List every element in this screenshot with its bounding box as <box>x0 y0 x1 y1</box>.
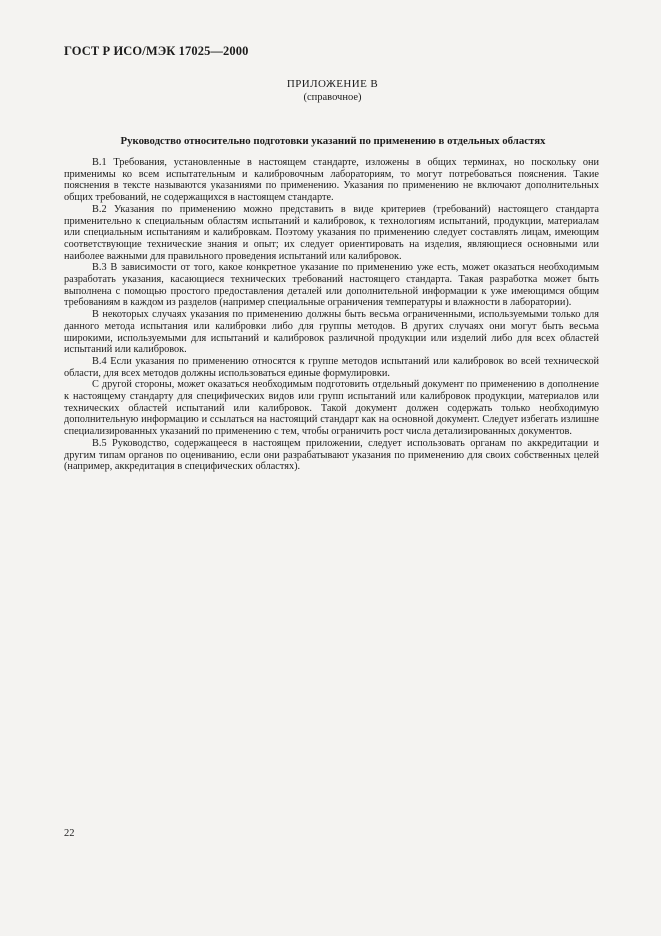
body-text <box>64 157 599 473</box>
paragraph-b3: В.3 В зависимости от того, какое конкретное указание по применению уже есть, может оказаться необходимым разработать указания, касающиеся технических требований настоящего стандарта. Такая разработка может быть выполнена с помощью простого предоставления деталей или дополнительной информации к уже имеющимся общим требованиям в каждом из разделов (например специальные ограничения температуры и влажности в лаборатории). <box>64 262 599 309</box>
paragraph-b4-cont: С другой стороны, может оказаться необходимым подготовить отдельный документ по применению в дополнение к настоящему стандарту для специфических видов или групп испытаний или калибровок продукции, материалов или технических областей испытаний или калибровок. Такой документ должен содержать только необходимую дополнительную информацию и ссылаться на настоящий стандарт как на основной документ. Следует избегать излишне специализированных указаний по применению с тем, чтобы ограничить рост числа детализированных документов. <box>64 379 599 438</box>
paragraph-b3-cont: В некоторых случаях указания по применению должны быть весьма ограниченными, используемыми только для данного метода испытания или калибровки либо для группы методов. В других случаях они могут быть весьма широкими, используемыми для испытаний и калибровок различной продукции или изделий либо для всех областей испытаний или калибровок. <box>64 309 599 356</box>
page-number: 22 <box>64 828 75 839</box>
section-heading: Руководство относительно подготовки указаний по применению в отдельных областях <box>120 135 546 147</box>
appendix-title: ПРИЛОЖЕНИЕ В <box>286 78 379 90</box>
paragraph-b1: В.1 Требования, установленные в настоящем стандарте, изложены в общих терминах, но поскольку они применимы ко всем испытательным и калибровочным лабораториям, то могут потребоваться пояснения. Такие пояснения в тексте называются указаниями по применению. Указания по применению не включают дополнительных общих требований, не содержащихся в настоящем стандарте. <box>64 157 599 204</box>
standard-code: ГОСТ Р ИСО/МЭК 17025—2000 <box>64 44 249 58</box>
paragraph-b2: В.2 Указания по применению можно представить в виде критериев (требований) настоящего стандарта применительно к специальным областям испытаний и калибровок, к технологиям испытаний, продукции, материалам или специальным испытаниям и калибровкам. Поэтому указания по применению следует составлять лицам, имеющим соответствующие технические знания и опыт; их следует ориентировать на изделия, являющиеся основными или наиболее важными для правильного проведения испытаний или калибровок. <box>64 203 599 262</box>
paragraph-b5: В.5 Руководство, содержащееся в настоящем приложении, следует использовать органам по аккредитации и другим типам органов по оцениванию, если они разрабатывают указания по применению для своих собственных целей (например, аккредитация в специфических областях). <box>64 437 599 473</box>
paragraph-b4: В.4 Если указания по применению относятся к группе методов испытаний или калибровок во всей технической области, для всех методов должны использоваться единые формулировки. <box>64 355 599 379</box>
appendix-subtitle: (справочное) <box>303 92 362 103</box>
